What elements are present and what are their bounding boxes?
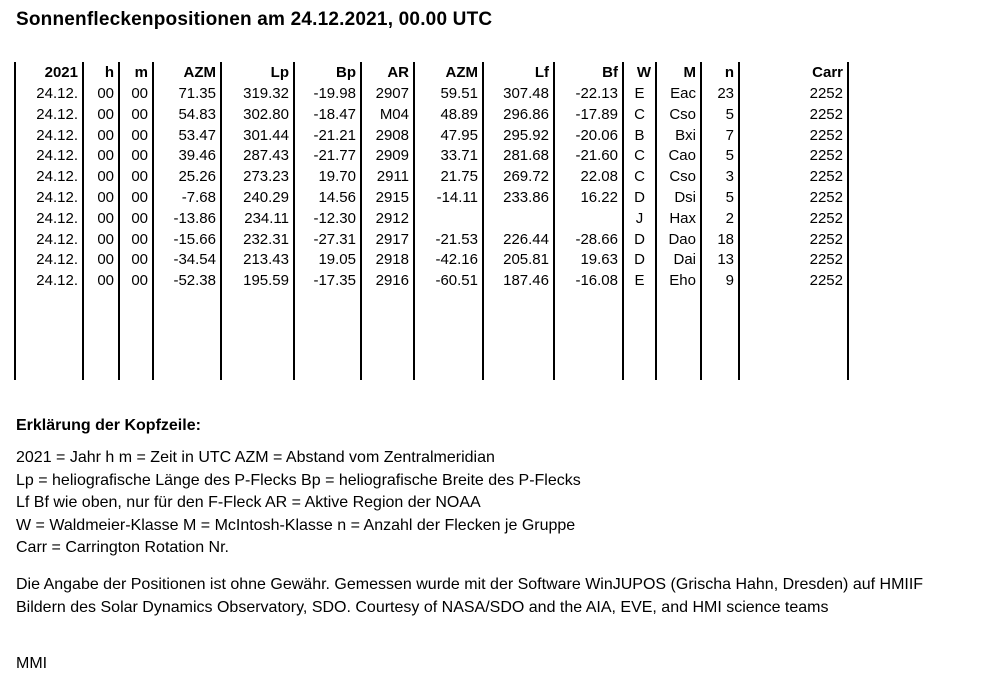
table-filler [15,292,848,380]
table-cell: C [623,167,656,188]
table-cell: 00 [83,84,119,105]
table-cell: 24.12. [15,167,83,188]
table-cell: -20.06 [554,126,623,147]
table-cell: 16.22 [554,188,623,209]
table-cell: M04 [361,105,414,126]
table-cell: -12.30 [294,209,361,230]
table-cell: 195.59 [221,271,294,292]
table-cell: 213.43 [221,250,294,271]
table-cell: 24.12. [15,230,83,251]
table-cell: 301.44 [221,126,294,147]
table-row [15,167,848,188]
table-cell: 00 [119,84,153,105]
table-cell: 24.12. [15,188,83,209]
table-cell: C [623,146,656,167]
table-cell: Cso [656,105,701,126]
table-cell: -28.66 [554,230,623,251]
table-cell: 2252 [739,250,848,271]
table-cell: 00 [119,250,153,271]
column-header: Bp [294,62,361,84]
table-cell: 00 [119,167,153,188]
table-cell: -42.16 [414,250,483,271]
empty-cell [483,292,554,380]
table-cell: -27.31 [294,230,361,251]
table-cell: 00 [83,271,119,292]
table-cell: E [623,271,656,292]
table-cell: Cso [656,167,701,188]
table-cell: 2 [701,209,739,230]
column-header: 2021 [15,62,83,84]
table-cell: -13.86 [153,209,221,230]
table-cell: C [623,105,656,126]
table-cell: D [623,188,656,209]
table-cell: 2915 [361,188,414,209]
table-cell: 2252 [739,167,848,188]
table-cell: 24.12. [15,84,83,105]
table-cell: 7 [701,126,739,147]
disclaimer-note: Die Angabe der Positionen ist ohne Gewähr. Gemessen wurde mit der Software WinJUPOS (Grischa Hahn, Dresden) auf HMIIF Bildern des Solar Dynamics Observatory, SDO. Courtesy of NASA/SDO and the AIA, EVE, and HMI science teams [16,576,924,616]
table-cell: 2252 [739,271,848,292]
table-cell: Dai [656,250,701,271]
table-cell: 24.12. [15,271,83,292]
table-cell: E [623,84,656,105]
table-cell: 19.05 [294,250,361,271]
table-cell: 273.23 [221,167,294,188]
table-cell: 2252 [739,188,848,209]
table-cell: 00 [83,230,119,251]
table-header [15,62,848,84]
table-cell: -21.21 [294,126,361,147]
table-cell: -14.11 [414,188,483,209]
table-cell: 2917 [361,230,414,251]
empty-cell [414,292,483,380]
empty-cell [656,292,701,380]
table-cell: Bxi [656,126,701,147]
table-cell: 2252 [739,146,848,167]
column-header: Carr [739,62,848,84]
table-cell: 00 [119,105,153,126]
empty-cell [361,292,414,380]
table-cell: 296.86 [483,105,554,126]
table-cell: 2918 [361,250,414,271]
table-cell: -21.53 [414,230,483,251]
table-cell: 00 [83,126,119,147]
table-cell: 269.72 [483,167,554,188]
table-cell: 00 [119,230,153,251]
sunspot-table [14,62,849,380]
table-cell: 2252 [739,126,848,147]
table-cell: 00 [119,271,153,292]
explanation-line: 2021 = Jahr h m = Zeit in UTC AZM = Abstand vom Zentralmeridian [16,449,495,466]
table-cell: 33.71 [414,146,483,167]
table-cell: -21.60 [554,146,623,167]
empty-cell [554,292,623,380]
empty-cell [739,292,848,380]
table-cell: 47.95 [414,126,483,147]
table-cell: 2911 [361,167,414,188]
table-cell: -52.38 [153,271,221,292]
empty-cell [119,292,153,380]
table-cell: 5 [701,146,739,167]
table-cell [414,209,483,230]
table-cell: 2907 [361,84,414,105]
table-cell: -18.47 [294,105,361,126]
table-cell: 226.44 [483,230,554,251]
table-cell: 00 [119,126,153,147]
table-cell: 295.92 [483,126,554,147]
table-cell: 00 [83,105,119,126]
table-cell: -7.68 [153,188,221,209]
table-cell: 287.43 [221,146,294,167]
table-cell: 48.89 [414,105,483,126]
table-cell: -19.98 [294,84,361,105]
table-cell: Dsi [656,188,701,209]
table-cell: -22.13 [554,84,623,105]
table-cell: B [623,126,656,147]
column-header: Lp [221,62,294,84]
table-cell: 22.08 [554,167,623,188]
table-row [15,188,848,209]
table-cell: 13 [701,250,739,271]
column-header: m [119,62,153,84]
table-cell: 24.12. [15,209,83,230]
table-cell: 23 [701,84,739,105]
table-cell: -60.51 [414,271,483,292]
table-cell: -17.35 [294,271,361,292]
column-header: Bf [554,62,623,84]
table-cell: 39.46 [153,146,221,167]
table-row [15,209,848,230]
table-cell [483,209,554,230]
table-cell: 307.48 [483,84,554,105]
column-header: AZM [414,62,483,84]
column-header: M [656,62,701,84]
table-cell: 2916 [361,271,414,292]
table-cell: -15.66 [153,230,221,251]
table-row [15,84,848,105]
table-cell: 232.31 [221,230,294,251]
table-row [15,105,848,126]
table-cell: 3 [701,167,739,188]
column-header: AR [361,62,414,84]
table-cell: 5 [701,105,739,126]
empty-cell [15,292,83,380]
table-cell: 00 [119,209,153,230]
table-cell: 319.32 [221,84,294,105]
table-cell: 71.35 [153,84,221,105]
explanation-line: Lp = heliografische Länge des P-Flecks Bp = heliografische Breite des P-Flecks [16,471,581,489]
table-row [15,250,848,271]
table-row [15,146,848,167]
table-cell: Eho [656,271,701,292]
page-title: Sonnenfleckenpositionen am 24.12.2021, 00.00 UTC [16,9,493,30]
table-cell: 2252 [739,230,848,251]
table-cell: -17.89 [554,105,623,126]
table-cell: D [623,250,656,271]
empty-cell [701,292,739,380]
table-cell: Dao [656,230,701,251]
empty-cell [623,292,656,380]
table-cell: 24.12. [15,105,83,126]
table-cell: 24.12. [15,126,83,147]
table-cell: 00 [83,188,119,209]
column-header: h [83,62,119,84]
table-cell: 19.70 [294,167,361,188]
table-cell: 2912 [361,209,414,230]
table-cell: 21.75 [414,167,483,188]
table-cell: 2909 [361,146,414,167]
explanation-section [16,417,581,560]
table-row [15,230,848,251]
table-cell: 54.83 [153,105,221,126]
table-cell: 14.56 [294,188,361,209]
table-cell: 2252 [739,105,848,126]
table-row [15,126,848,147]
table-cell: 240.29 [221,188,294,209]
empty-cell [83,292,119,380]
table-cell: 00 [119,188,153,209]
table-cell: 25.26 [153,167,221,188]
table-cell: 00 [83,146,119,167]
table-cell: Eac [656,84,701,105]
table-cell: -34.54 [153,250,221,271]
empty-cell [153,292,221,380]
table-cell: 5 [701,188,739,209]
table-cell: -21.77 [294,146,361,167]
column-header: Lf [483,62,554,84]
table-cell: 53.47 [153,126,221,147]
table-cell: 233.86 [483,188,554,209]
table-cell: 2252 [739,84,848,105]
table-cell: 234.11 [221,209,294,230]
table-cell: 205.81 [483,250,554,271]
column-header: n [701,62,739,84]
table-cell: 24.12. [15,146,83,167]
table-cell: 19.63 [554,250,623,271]
table-cell: Hax [656,209,701,230]
table-cell: 00 [83,167,119,188]
explanation-line: W = Waldmeier-Klasse M = McIntosh-Klasse n = Anzahl der Flecken je Gruppe [16,516,576,534]
empty-cell [221,292,294,380]
table-cell [554,209,623,230]
table-cell: 9 [701,271,739,292]
table-cell: 2252 [739,209,848,230]
column-header: AZM [153,62,221,84]
table-cell: J [623,209,656,230]
table-cell: 24.12. [15,250,83,271]
table-cell: 302.80 [221,105,294,126]
explanation-line: Carr = Carrington Rotation Nr. [16,539,229,556]
signature: MMI [16,655,48,672]
table-cell: 2908 [361,126,414,147]
empty-cell [294,292,361,380]
table-cell: 18 [701,230,739,251]
table-cell: D [623,230,656,251]
table-cell: -16.08 [554,271,623,292]
table-cell: Cao [656,146,701,167]
table-cell: 187.46 [483,271,554,292]
table-row [15,271,848,292]
table-cell: 00 [83,250,119,271]
explanation-heading: Erklärung der Kopfzeile: [16,417,201,434]
column-header: W [623,62,656,84]
table-cell: 59.51 [414,84,483,105]
explanation-line: Lf Bf wie oben, nur für den F-Fleck AR = Aktive Region der NOAA [16,494,481,511]
table-cell: 281.68 [483,146,554,167]
table-cell: 00 [119,146,153,167]
table-cell: 00 [83,209,119,230]
